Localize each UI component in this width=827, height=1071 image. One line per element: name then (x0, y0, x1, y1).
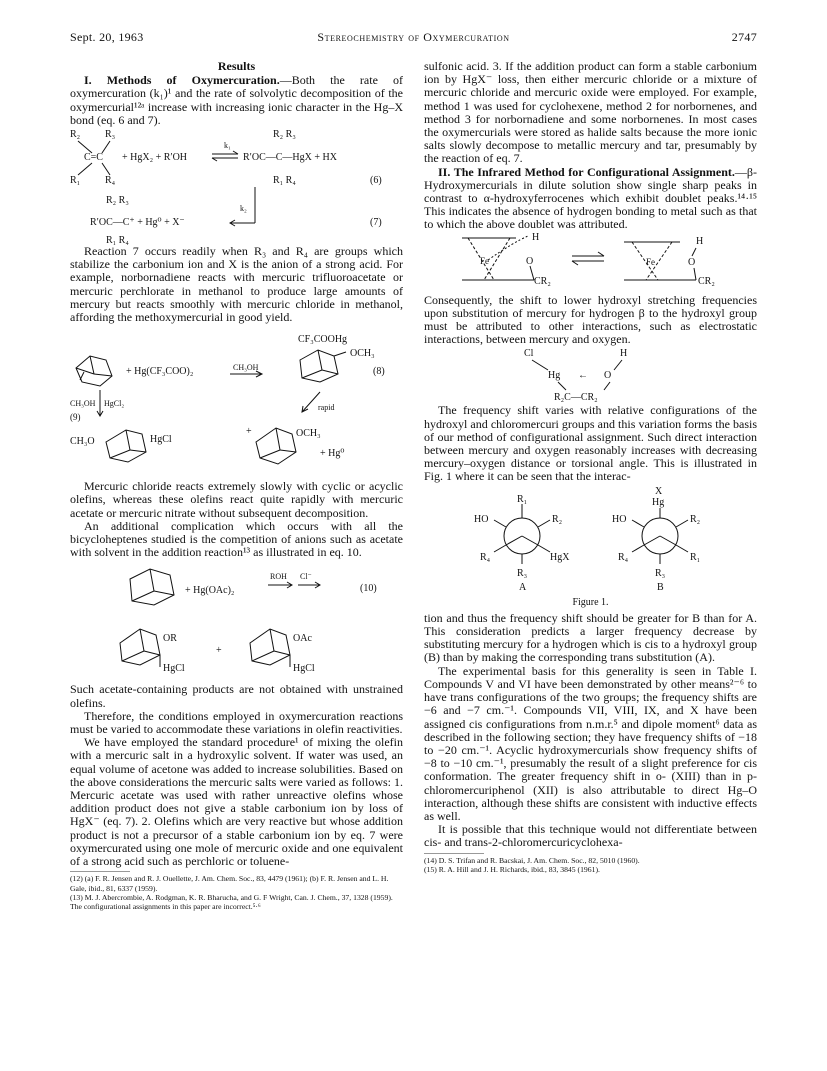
running-header (70, 30, 757, 46)
fig-a-r2: R₂ (552, 513, 563, 525)
section-1-text: —Both the rate of oxymercuration (k₁)¹ and the rate of solvolytic decomposition of the oxymercurial¹²ᵃ increase with increasing ionic character in the Hg–X bond (eq. 6 and 7). (70, 73, 403, 127)
newman-b (612, 486, 700, 592)
eq6-prod-bottom: R₁ R₄ (273, 175, 296, 187)
eq6-r1: R₁ (70, 175, 81, 187)
section-1-title: I. Methods of Oxymercuration. (84, 73, 280, 88)
eq10-chloride: Cl⁻ (300, 572, 312, 582)
header-page-number: 2747 (731, 30, 757, 44)
eq7-left: R′OC—C⁺ + Hg⁰ + X⁻ (90, 217, 185, 229)
fig-a-r3: R₃ (517, 567, 528, 579)
norbornene-structure (130, 569, 174, 605)
eq6-prod-top: R₂ R₃ (273, 129, 296, 141)
eq8-substituent-1: CF₃COOHg (298, 334, 348, 346)
paragraph-acetate-products: Such acetate-containing products are not obtained with unstrained olefins. (70, 682, 403, 710)
fig-a-hgx: HgX (550, 551, 570, 563)
paragraph-interaction: tion and thus the frequency shift should be greater for B than for A. This consideration predicts a larger frequency decrease by substituting mercury for a hydrogen which is cis to a hydroxyl group (B) than by making the corresponding trans substitution (A). (424, 610, 757, 665)
section-1-paragraph (70, 74, 403, 127)
fig-b-r2: R₂ (690, 513, 701, 525)
eq6-r3: R₃ (105, 129, 116, 141)
eq7-top: R₂ R₃ (106, 195, 129, 207)
section-2-title: II. The Infrared Method for Configurational Assignment. (438, 164, 735, 179)
eq10-a-or: OR (163, 633, 177, 645)
eq9-product-hgcl: HgCl (150, 434, 172, 446)
eq9-product-och3: CH₃O (70, 436, 95, 448)
eq6-r2: R₂ (70, 129, 81, 141)
newman-a (474, 494, 570, 592)
eq8-solvent: CH₃OH (233, 363, 259, 373)
paragraph-frequency-shift: The frequency shift varies with relative configurations of the hydroxyl and chloromercuri groups and this variation forms the basis of our method of configurational assignment. Such direct interaction between mercury and oxygen reasonably increases with decreasing mercury–oxygen distance or torsional angle. This is illustrated in Fig. 1 where it can be seen that the interac- (424, 403, 757, 484)
fig-a-r4: R₄ (480, 551, 491, 563)
equation-6-7-diagram (70, 127, 403, 245)
eq10-number: (10) (360, 583, 377, 595)
left-column (70, 60, 403, 911)
hgo-arrow: ← (578, 370, 588, 382)
equation-8-9-diagram (70, 330, 403, 480)
fe1-cr2: CR₂ (534, 275, 551, 287)
eq6-product: R′OC—C—HgX + HX (243, 152, 337, 164)
eq9-cond-1: CH₃OH (70, 399, 96, 409)
eq10-product-b (250, 629, 290, 667)
header-title: Stereochemistry of Oxymercuration (317, 30, 510, 44)
eq8-rapid: rapid (318, 403, 335, 413)
fig-a-ho: HO (474, 513, 489, 525)
hgo-cl: Cl (524, 348, 534, 360)
eq9-product-structure (106, 430, 146, 462)
paragraph-procedure: We have employed the standard procedure¹ of mixing the olefin with a mercuric salt in a hydroxylic solvent. If water was used, an equal volume of acetone was added to increase solubilities. Based on the above considerations the mercuric salts were varied as follows: 1. Mercuric acetate was used with rather unreactive olefins whose addition product does not give a stable carbonium ion by loss of HgX⁻ (eq. 7). 2. Olefins which are very reactive but whose addition product is not a precursor of a stable carbonium ion by eq. 7 were oxymercurated using one mole of mercuric oxide and one equivalent of a strong acid such as perchloric or toluene- (70, 735, 403, 869)
eq6-reagents: + HgX₂ + R′OH (122, 152, 188, 164)
hgo-bottom: R₂C—CR₂ (554, 392, 598, 404)
hgo-o: O (604, 370, 612, 382)
eq8-product-structure (300, 350, 346, 382)
plus-sign: + (246, 426, 252, 438)
fig-b-label: B (657, 581, 664, 592)
fe2-cr2: CR₂ (698, 275, 715, 287)
fig-b-r4: R₄ (618, 551, 629, 563)
section-2-paragraph (424, 166, 757, 232)
equation-10-diagram (70, 561, 403, 683)
paragraph-consequently: Consequently, the shift to lower hydroxyl stretching frequencies upon substitution of mercury for hydrogen β to the hydroxyl group must be attributed to other interactions, such as electrostatic interactions, between mercury and oxygen. (424, 292, 757, 347)
paragraph-conditions: Therefore, the conditions employed in oxymercuration reactions must be varied to accommodate these variations in olefin reactivities. (70, 708, 403, 737)
eq8-number: (8) (373, 366, 385, 378)
eq7-k2: k₂ (240, 204, 247, 214)
figure-1-newman-projections (424, 484, 757, 592)
eq6-k1: k₁ (224, 141, 231, 151)
fe1-fe: Fe (480, 255, 489, 266)
hg-o-interaction-diagram (424, 346, 757, 404)
eq6-alkene: C=C (84, 152, 103, 164)
eq6-number: (6) (370, 175, 382, 187)
header-date: Sept. 20, 1963 (70, 30, 144, 44)
fe1-o: O (526, 255, 534, 267)
fig-b-r3: R₃ (655, 567, 666, 579)
figure-1-caption: Figure 1. (572, 596, 609, 608)
eq10-reagent: + Hg(OAc)₂ (185, 585, 235, 597)
eq10-roh: ROH (270, 572, 287, 582)
paragraph-possible: It is possible that this technique would not differentiate between cis- and trans-2-chloromercuricyclohexa- (424, 822, 757, 850)
footnote-15: (15) R. A. Hill and J. H. Richards, ibid., 83, 3845 (1961). (424, 864, 600, 874)
paragraph-reaction-7: Reaction 7 occurs readily when R₃ and R₄ are groups which stabilize the carbonium ion and X is the anion of a strong acid. For example, norbornadiene reacts with mercuric trifluoroacetate or mercuric perchlorate in methanol to produce large amounts of mercury but reacts smoothly with mercuric chloride in methanol, affording the methoxymercurial in good yield. (70, 244, 403, 325)
ferrocene-diagram (424, 232, 757, 294)
paragraph-sulfonic: sulfonic acid. 3. If the addition product can form a stable carbonium ion by HgX⁻ loss, then either mercuric chloride or a mixture of mercuric chloride and mercuric oxide were employed. For example, method 1 was used for cyclohexene, method 2 for norbornenes, and method 3 for norbornadiene and some norbornenes. In most cases the oxymercurials were stored as halide salts because the more ionic salts slowly decompose to metallic mercury and tar, presumably by the reaction of eq. 7. (424, 59, 757, 166)
results-heading: Results (217, 59, 256, 73)
footnote-13: (13) M. J. Abercrombie, A. Rodgman, K. R. Bharucha, and G. F Wright, Can. J. Chem., 37, 1328 (1959). The configurational assignments in this paper are incorrect.⁵·⁶ (70, 892, 393, 912)
fe2-o: O (688, 256, 696, 268)
fe2-fe: Fe (646, 256, 655, 267)
eq7-bottom: R₁ R₄ (106, 235, 129, 246)
fig-b-x: X (655, 485, 663, 497)
eq10-b-oac: OAc (293, 633, 312, 645)
footnote-14: (14) D. S. Trifan and R. Bacskai, J. Am. Chem. Soc., 82, 5010 (1960). (424, 855, 640, 865)
hgo-hg: Hg (548, 370, 561, 382)
carbonium-structure (256, 428, 296, 464)
eq7-number: (7) (370, 217, 382, 229)
norbornadiene-structure (76, 356, 112, 386)
eq8-substituent-2: OCH₃ (350, 348, 375, 360)
right-column (424, 60, 757, 874)
footnote-rule-right (424, 853, 484, 854)
carbonium-och3: OCH₃ (296, 428, 321, 440)
eq8-reagent: + Hg(CF₃COO)₂ (126, 366, 194, 378)
fe2-h: H (696, 235, 704, 247)
eq6-r4: R₄ (105, 175, 116, 187)
mercury-metal: + Hg⁰ (320, 448, 345, 460)
paragraph-complication: An additional complication which occurs with all the bicycloheptenes studied is the competition of anions such as acetate with solvent in the addition reaction¹³ as illustrated in eq. 10. (70, 518, 403, 560)
fig-a-r1: R₁ (517, 493, 528, 505)
footnote-12: (12) (a) F. R. Jensen and R. J. Ouellette, J. Am. Chem. Soc., 83, 4479 (1961); (b) F. R. Jensen and L. H. Gale, ibid., 81, 6337 (1959). (70, 874, 389, 893)
section-2-text: —β-Hydroxymercurials in dilute solution show single sharp peaks in contrast to α-hydroxyferrocenes which exhibit doublet peaks.¹⁴·¹⁵ This indicates the absence of hydrogen bonding to metal such as that to which the above doublet was attributed. (424, 164, 757, 232)
eq10-product-a (120, 629, 160, 667)
eq10-b-hgcl: HgCl (293, 663, 315, 675)
fig-a-label: A (519, 581, 527, 592)
hgo-h: H (620, 348, 628, 360)
fe1-h: H (532, 231, 540, 243)
eq9-number: (9) (70, 412, 81, 423)
paragraph-experimental: The experimental basis for this generality is seen in Table I. Compounds V and VI have been demonstrated by other means²⁻⁶ to have trans configurations of the two groups; the frequency shifts are −6 and −7 cm.⁻¹. Compounds VII, VIII, IX, and X have been assigned cis configurations from n.m.r.⁵ and dipole moment⁶ data as described in the following section; they have frequency shifts of −18 to −20 cm.⁻¹. Acyclic hydroxymercurials show frequency shifts of −8 to −10 cm.⁻¹, presumably the result of a slight preference for cis conformation. The greater frequency shift in o- (XIII) than in p-chloromercuriphenol (XII) is also attributable to direct Hg–O interaction, although these shifts are consistent with inductive effects as well. (424, 663, 757, 823)
eq9-cond-2: HgCl₂ (104, 399, 125, 409)
eq10-a-hgcl: HgCl (163, 663, 185, 675)
eq10-plus: + (216, 645, 222, 657)
footnote-rule (70, 871, 130, 872)
fig-b-r1: R₁ (690, 551, 701, 563)
fig-b-hg: Hg (652, 496, 665, 508)
paragraph-mercuric-chloride: Mercuric chloride reacts extremely slowly with cyclic or acyclic olefins, whereas these olefins react quite rapidly with mercuric acetate or mercuric nitrate without subsequent decomposition. (70, 479, 403, 520)
fig-b-ho: HO (612, 513, 627, 525)
